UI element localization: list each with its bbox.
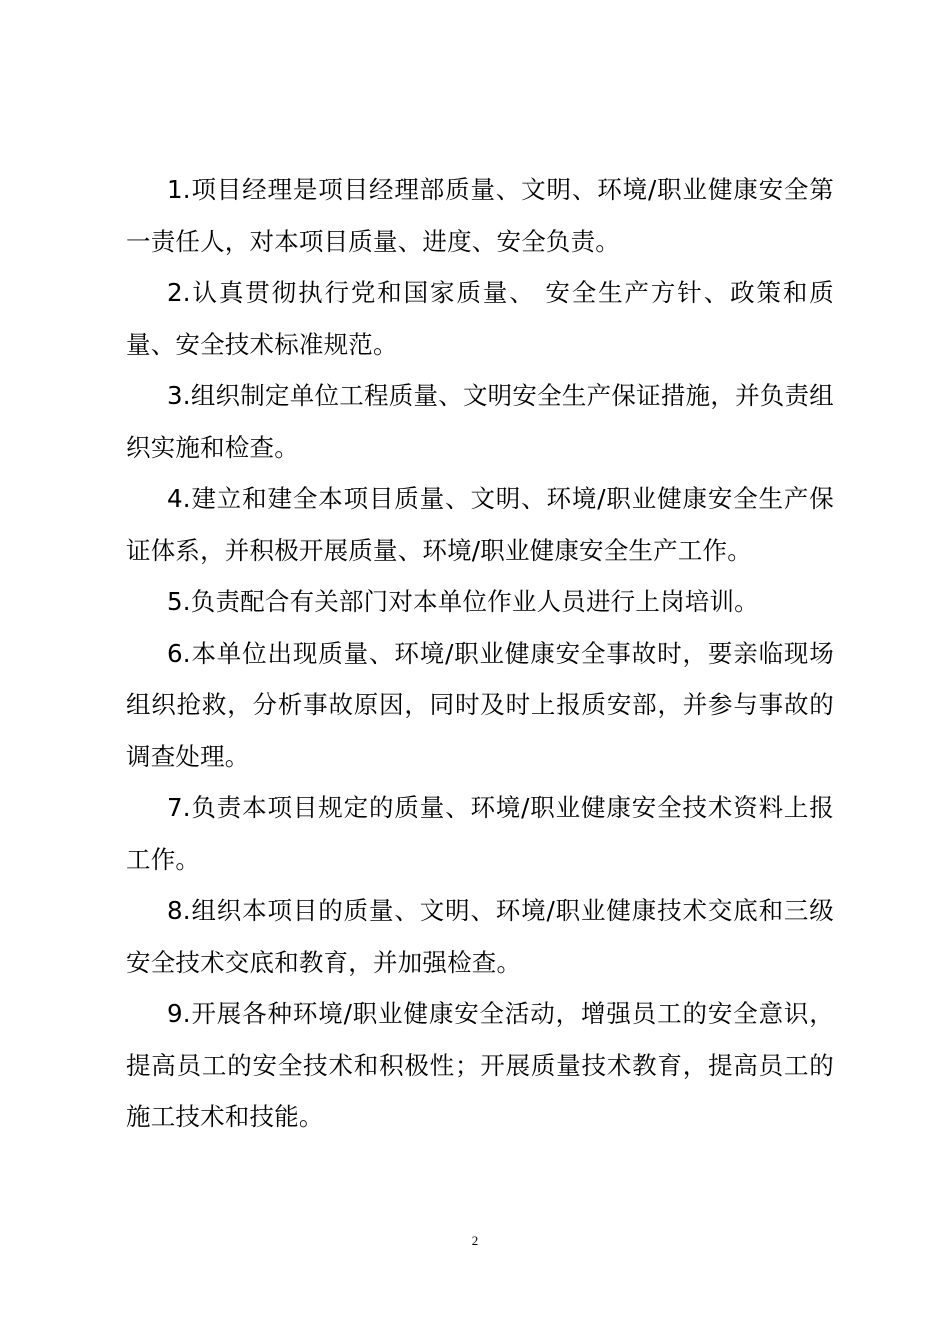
paragraph-9: 9.开展各种环境/职业健康安全活动，增强员工的安全意识，提高员工的安全技术和积极性；开展质量技术教育，提高员工的施工技术和技能。 (126, 999, 834, 1131)
paragraph-4: 4.建立和建全本项目质量、文明、环境/职业健康安全生产保证体系，并积极开展质量、环境/职业健康安全生产工作。 (126, 484, 834, 565)
paragraph-1: 1.项目经理是项目经理部质量、文明、环境/职业健康安全第一责任人，对本项目质量、进度、安全负责。 (126, 175, 834, 256)
document-body (126, 164, 834, 1143)
paragraph-8: 8.组织本项目的质量、文明、环境/职业健康技术交底和三级安全技术交底和教育，并加强检查。 (126, 896, 834, 977)
paragraph-3: 3.组织制定单位工程质量、文明安全生产保证措施，并负责组织实施和检查。 (126, 381, 834, 462)
paragraph-7: 7.负责本项目规定的质量、环境/职业健康安全技术资料上报工作。 (126, 793, 834, 874)
paragraph-2: 2.认真贯彻执行党和国家质量、 安全生产方针、政策和质量、安全技术标准规范。 (126, 278, 834, 359)
paragraph-6: 6.本单位出现质量、环境/职业健康安全事故时，要亲临现场组织抢救，分析事故原因，同时及时上报质安部，并参与事故的调查处理。 (126, 638, 834, 771)
page-number: 2 (471, 1233, 479, 1248)
paragraph-5: 5.负责配合有关部门对本单位作业人员进行上岗培训。 (167, 587, 759, 616)
